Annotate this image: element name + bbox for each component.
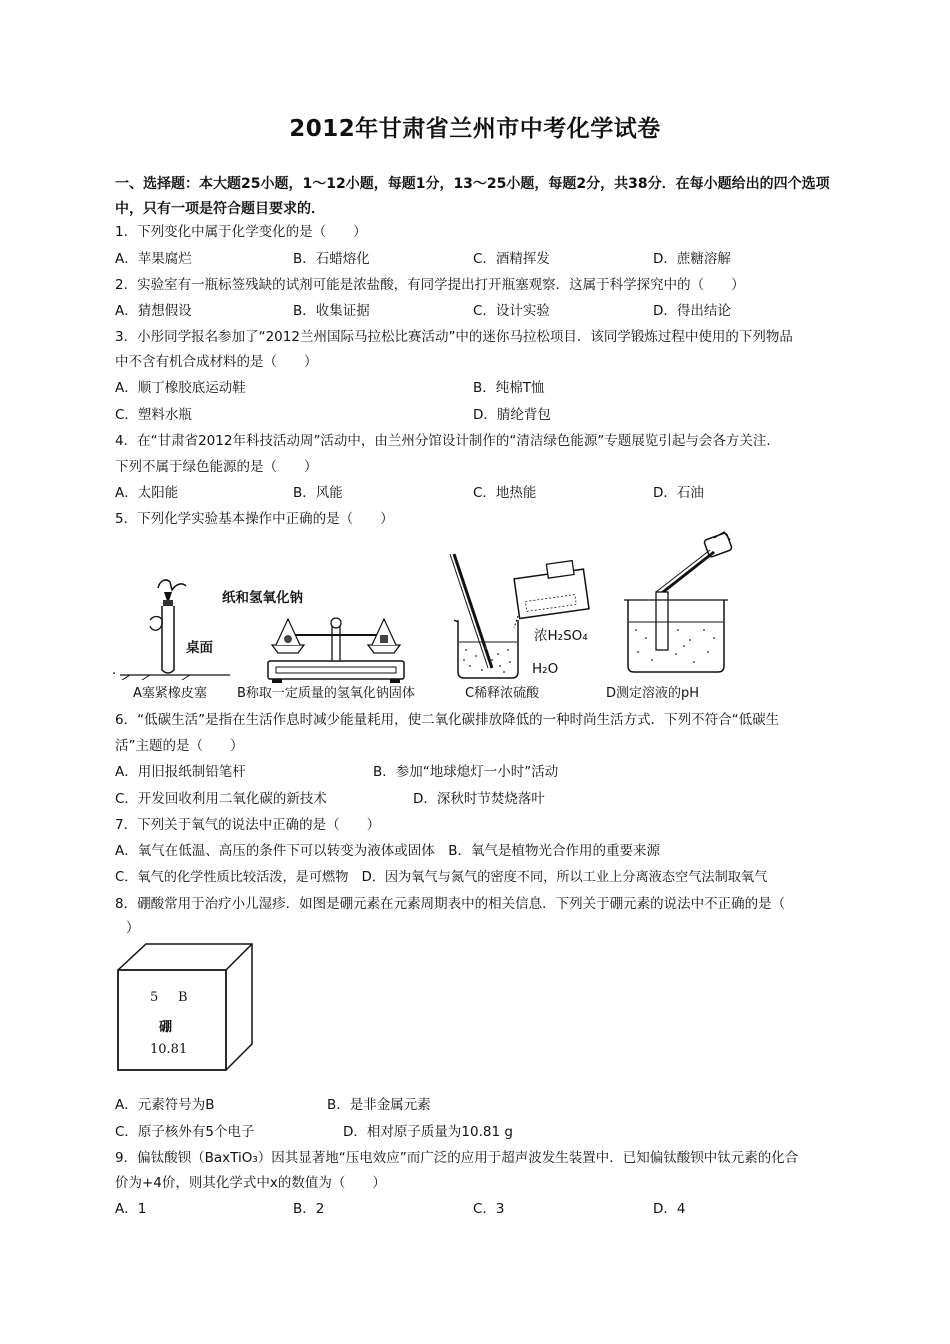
q4-option-b: B．风能 (293, 485, 343, 501)
figure-a-caption: A塞紧橡皮塞 (133, 686, 207, 701)
figure-c-label-acid: 浓H₂SO₄ (534, 628, 588, 644)
figure-a-test-tube (120, 570, 230, 680)
q6-option-b: B．参加“地球熄灯一小时”活动 (373, 764, 559, 780)
q8-option-d: D．相对原子质量为10.81 g (343, 1124, 513, 1140)
q9-stem-line1: 9．偏钛酸钡（BaxTiO₃）因其显著地“压电效应”而广泛的应用于超声波发生装置中．已知偏钛酸钡中钛元素的化合 (115, 1150, 799, 1166)
q8-option-a: A．元素符号为B (115, 1097, 215, 1113)
q8-stem-line1: 8．硼酸常用于治疗小儿湿疹．如图是硼元素在元素周期表中的相关信息．下列关于硼元素的说法中不正确的是（ (115, 896, 786, 912)
figure-c-caption: C稀释浓硫酸 (465, 686, 540, 701)
q8-option-b: B．是非金属元素 (327, 1097, 431, 1113)
q3-option-a: A．顺丁橡胶底运动鞋 (115, 380, 246, 396)
q6-stem-line2: 活”主题的是（ ） (115, 738, 244, 754)
page-title: 2012年甘肃省兰州市中考化学试卷 (289, 116, 661, 142)
figure-b-caption: B称取一定质量的氢氧化钠固体 (237, 686, 415, 701)
q7-options-ab: A．氧气在低温、高压的条件下可以转变为液体或固体 B．氧气是植物光合作用的重要来源 (115, 843, 660, 859)
figure-d-ph-test (618, 530, 748, 680)
q7-stem: 7．下列关于氧气的说法中正确的是（ ） (115, 817, 381, 833)
element-atomic-number: 5 (150, 990, 159, 1005)
q1-stem: 1．下列变化中属于化学变化的是（ ） (115, 224, 367, 240)
q1-option-b: B．石蜡熔化 (293, 251, 370, 267)
element-symbol: B (178, 990, 188, 1005)
q4-option-d: D．石油 (653, 485, 704, 501)
figure-a-label-desk: 桌面 (186, 640, 213, 656)
q6-stem-line1: 6．“低碳生活”是指在生活作息时减少能量耗用，使二氧化碳排放降低的一种时尚生活方式．下列不符合“低碳生 (115, 712, 780, 728)
q1-option-c: C．酒精挥发 (473, 251, 550, 267)
q2-stem: 2．实验室有一瓶标签残缺的试剂可能是浓盐酸，有同学提出打开瓶塞观察．这属于科学探究中的（ ） (115, 277, 745, 293)
q3-option-b: B．纯棉T恤 (473, 380, 545, 396)
q2-option-d: D．得出结论 (653, 303, 731, 319)
q6-option-d: D．深秋时节焚烧落叶 (413, 791, 545, 807)
q4-option-c: C．地热能 (473, 485, 537, 501)
q1-option-d: D．蔗糖溶解 (653, 251, 731, 267)
q3-option-c: C．塑料水瓶 (115, 407, 192, 423)
q4-stem-line1: 4．在“甘肃省2012年科技活动周”活动中，由兰州分馆设计制作的“清洁绿色能源”专题展览引起与会各方关注． (115, 433, 780, 449)
q2-option-b: B．收集证据 (293, 303, 370, 319)
q9-option-d: D．4 (653, 1201, 686, 1217)
q6-option-a: A．用旧报纸制铅笔杆 (115, 764, 246, 780)
q2-option-a: A．猜想假设 (115, 303, 192, 319)
figure-c-label-water: H₂O (532, 661, 559, 677)
q9-option-c: C．3 (473, 1201, 505, 1217)
q9-option-b: B．2 (293, 1201, 325, 1217)
figure-dot: ． (112, 662, 126, 678)
q1-option-a: A．苹果腐烂 (115, 251, 192, 267)
q2-option-c: C．设计实验 (473, 303, 550, 319)
element-cube-boron (110, 940, 260, 1078)
figure-d-caption: D测定溶液的pH (606, 686, 700, 701)
q9-stem-line2: 价为+4价，则其化学式中x的数值为（ ） (115, 1175, 386, 1191)
q4-option-a: A．太阳能 (115, 485, 179, 501)
element-name: 硼 (159, 1020, 173, 1035)
q6-option-c: C．开发回收利用二氧化碳的新技术 (115, 791, 327, 807)
q9-option-a: A．1 (115, 1201, 147, 1217)
section-heading: 一、选择题：本大题25小题，1～12小题，每题1分，13～25小题，每题2分，共38分．在每小题给出的四个选项中，只有一项是符合题目要求的． (115, 176, 830, 217)
q8-stem-line2: ） (126, 920, 140, 936)
figure-c-dilution (440, 550, 600, 682)
q4-stem-line2: 下列不属于绿色能源的是（ ） (115, 459, 318, 475)
figure-b-balance (262, 605, 410, 685)
q3-stem-line1: 3．小彤同学报名参加了“2012兰州国际马拉松比赛活动”中的迷你马拉松项目．该同学锻炼过程中使用的下列物品 (115, 329, 793, 345)
q3-option-d: D．腈纶背包 (473, 407, 551, 423)
q7-options-cd: C．氧气的化学性质比较活泼，是可燃物 D．因为氧气与氮气的密度不同，所以工业上分离液态空气法制取氧气 (115, 870, 768, 885)
q3-stem-line2: 中不含有机合成材料的是（ ） (115, 354, 318, 370)
q5-stem: 5．下列化学实验基本操作中正确的是（ ） (115, 511, 394, 527)
figure-b-label-paper: 纸和氢氧化钠 (222, 590, 303, 606)
element-atomic-mass: 10.81 (150, 1042, 188, 1057)
q8-option-c: C．原子核外有5个电子 (115, 1124, 255, 1140)
